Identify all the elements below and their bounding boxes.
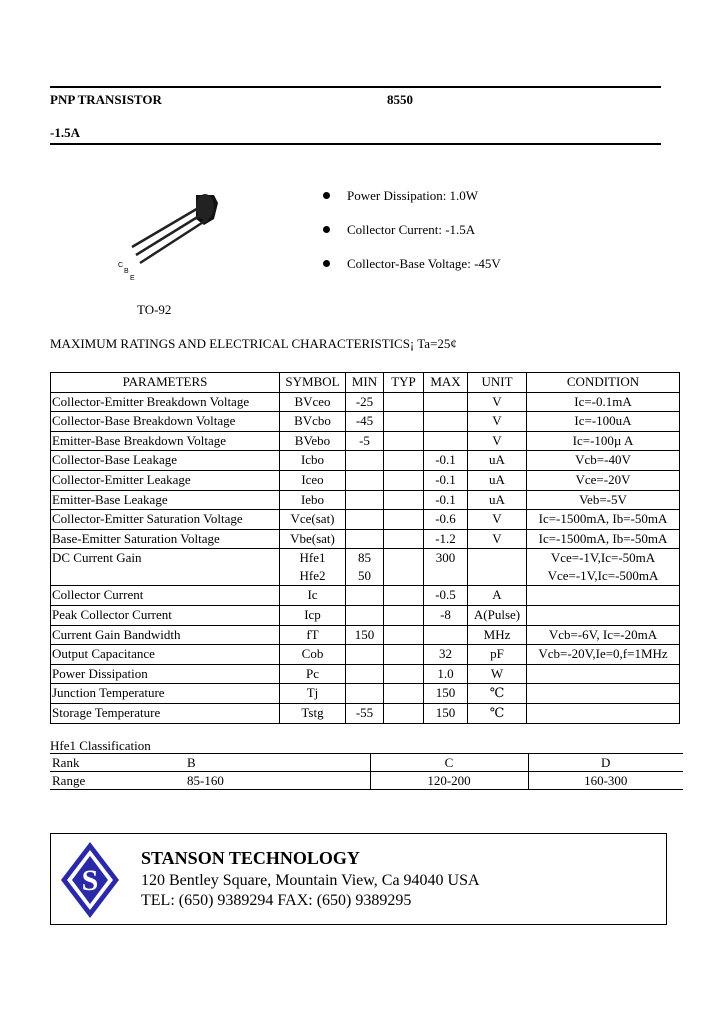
symbol-cell: Tj (280, 684, 346, 704)
max-cell: 150 (424, 684, 468, 704)
table-row (51, 510, 680, 530)
max-cell (424, 412, 468, 432)
hfe-classification-title: Hfe1 Classification (50, 738, 151, 753)
symbol-cell: BVebo (280, 431, 346, 451)
symbol-cell: BVceo (280, 392, 346, 412)
param-cell: DC Current Gain (51, 549, 280, 586)
param-cell: Collector-Emitter Breakdown Voltage (51, 392, 280, 412)
condition-cell: Veb=-5V (527, 490, 680, 510)
company-logo-icon (59, 840, 121, 920)
header-unit: UNIT (468, 373, 527, 393)
current-rating: -1.5A (50, 125, 80, 140)
symbol-cell: Icp (280, 605, 346, 625)
condition-cell: Ic=-0.1mA (527, 392, 680, 412)
min-cell (346, 664, 384, 684)
rank-d: D (601, 755, 611, 770)
param-cell: Output Capacitance (51, 645, 280, 665)
unit-cell: uA (468, 490, 527, 510)
param-cell: Junction Temperature (51, 684, 280, 704)
param-cell: Current Gain Bandwidth (51, 625, 280, 645)
max-cell (424, 625, 468, 645)
symbol-cell: Tstg (280, 703, 346, 723)
range-b: 85-160 (185, 772, 370, 790)
max-cell: -0.1 (424, 490, 468, 510)
table-row (51, 412, 680, 432)
table-row (51, 529, 680, 549)
table-row (51, 586, 680, 606)
unit-cell: A(Pulse) (468, 605, 527, 625)
max-cell: -0.1 (424, 451, 468, 471)
symbol-cell: BVcbo (280, 412, 346, 432)
min-cell: -45 (346, 412, 384, 432)
typ-cell (384, 703, 424, 723)
typ-cell (384, 510, 424, 530)
header-max: MAX (424, 373, 468, 393)
unit-cell: uA (468, 470, 527, 490)
condition-cell: Vce=-20V (527, 470, 680, 490)
max-cell (424, 431, 468, 451)
typ-cell (384, 412, 424, 432)
param-cell: Storage Temperature (51, 703, 280, 723)
rank-b: B (185, 754, 370, 772)
max-cell: 300 (424, 549, 468, 586)
header-min: MIN (346, 373, 384, 393)
cond-hfe1: Vce=-1V,Ic=-50mA (550, 550, 656, 566)
unit-cell: ℃ (468, 703, 527, 723)
max-cell: 1.0 (424, 664, 468, 684)
pin-label-e: E (130, 275, 135, 282)
param-cell: Power Dissipation (51, 664, 280, 684)
table-row (51, 684, 680, 704)
section-title: MAXIMUM RATINGS AND ELECTRICAL CHARACTERISTICS¡ Ta=25¢ (50, 336, 457, 351)
param-cell: Emitter-Base Leakage (51, 490, 280, 510)
table-row (51, 392, 680, 412)
condition-cell (527, 703, 680, 723)
unit-cell: V (468, 510, 527, 530)
table-row (51, 451, 680, 471)
unit-cell (468, 549, 527, 586)
min-cell (346, 684, 384, 704)
typ-cell (384, 470, 424, 490)
condition-cell: Ic=-100µ A (527, 431, 680, 451)
doc-title: PNP TRANSISTOR (50, 92, 162, 107)
table-row (51, 549, 680, 586)
symbol-hfe2: Hfe2 (299, 568, 326, 584)
condition-cell (527, 684, 680, 704)
max-cell: 150 (424, 703, 468, 723)
unit-cell: uA (468, 451, 527, 471)
rank-c: C (370, 754, 528, 772)
param-cell: Collector-Emitter Saturation Voltage (51, 510, 280, 530)
typ-cell (384, 529, 424, 549)
typ-cell (384, 625, 424, 645)
max-cell (424, 392, 468, 412)
unit-cell: V (468, 392, 527, 412)
typ-cell (384, 586, 424, 606)
header-top-rule (50, 86, 661, 88)
electrical-characteristics-table (50, 372, 680, 724)
min-cell (346, 470, 384, 490)
condition-cell: Ic=-100uA (527, 412, 680, 432)
min-cell: -25 (346, 392, 384, 412)
unit-cell: A (468, 586, 527, 606)
symbol-cell: Vbe(sat) (280, 529, 346, 549)
typ-cell (384, 645, 424, 665)
param-cell: Emitter-Base Breakdown Voltage (51, 431, 280, 451)
header-parameters: PARAMETERS (51, 373, 280, 393)
company-address: 120 Bentley Square, Mountain View, Ca 94040 USA (141, 872, 480, 889)
max-cell: -0.5 (424, 586, 468, 606)
min-cell (346, 605, 384, 625)
unit-cell: V (468, 431, 527, 451)
logo-letter: S (81, 864, 99, 897)
bullet-icon (323, 192, 330, 199)
feature-power-dissipation: Power Dissipation: 1.0W (347, 188, 479, 203)
range-d: 160-300 (584, 773, 628, 788)
typ-cell (384, 392, 424, 412)
feature-collector-current: Collector Current: -1.5A (347, 222, 476, 237)
to92-package-icon (110, 185, 240, 290)
unit-cell: ℃ (468, 684, 527, 704)
param-cell: Collector-Base Leakage (51, 451, 280, 471)
typ-cell (384, 431, 424, 451)
rank-label: Rank (52, 755, 80, 770)
max-cell: -8 (424, 605, 468, 625)
min-cell (346, 510, 384, 530)
symbol-hfe1: Hfe1 (299, 550, 326, 566)
max-cell: -0.1 (424, 470, 468, 490)
condition-cell (527, 605, 680, 625)
condition-cell (527, 549, 680, 586)
bullet-icon (323, 226, 330, 233)
condition-cell: Ic=-1500mA, Ib=-50mA (527, 529, 680, 549)
range-label: Range (52, 773, 86, 788)
table-row (51, 490, 680, 510)
range-row (50, 772, 683, 790)
min-hfe1: 85 (358, 550, 371, 566)
symbol-cell: Iceo (280, 470, 346, 490)
table-row (51, 645, 680, 665)
min-cell: -5 (346, 431, 384, 451)
company-footer (50, 833, 667, 925)
condition-cell: Vcb=-6V, Ic=-20mA (527, 625, 680, 645)
typ-cell (384, 664, 424, 684)
condition-cell (527, 664, 680, 684)
min-cell (346, 586, 384, 606)
typ-cell (384, 684, 424, 704)
symbol-cell: Cob (280, 645, 346, 665)
param-cell: Collector Current (51, 586, 280, 606)
symbol-cell: Icbo (280, 451, 346, 471)
min-cell (346, 451, 384, 471)
typ-cell (384, 451, 424, 471)
hfe-classification-table (50, 753, 683, 790)
typ-cell (384, 605, 424, 625)
param-cell: Peak Collector Current (51, 605, 280, 625)
rank-row (50, 754, 683, 772)
cond-hfe2: Vce=-1V,Ic=-500mA (547, 568, 659, 584)
range-c: 120-200 (370, 772, 528, 790)
max-cell: 32 (424, 645, 468, 665)
company-contact: TEL: (650) 9389294 FAX: (650) 9389295 (141, 892, 412, 909)
feature-collector-base-voltage: Collector-Base Voltage: -45V (347, 256, 501, 271)
header-bottom-rule (50, 143, 661, 145)
unit-cell: MHz (468, 625, 527, 645)
bullet-icon (323, 260, 330, 267)
param-cell: Collector-Base Breakdown Voltage (51, 412, 280, 432)
table-row (51, 605, 680, 625)
param-cell: Collector-Emitter Leakage (51, 470, 280, 490)
table-row (51, 664, 680, 684)
symbol-cell (280, 549, 346, 586)
header-condition: CONDITION (527, 373, 680, 393)
header-typ: TYP (384, 373, 424, 393)
unit-cell: V (468, 412, 527, 432)
table-row (51, 625, 680, 645)
param-cell: Base-Emitter Saturation Voltage (51, 529, 280, 549)
table-row (51, 703, 680, 723)
symbol-cell: Vce(sat) (280, 510, 346, 530)
min-cell (346, 490, 384, 510)
symbol-cell: fT (280, 625, 346, 645)
min-cell (346, 529, 384, 549)
symbol-cell: Iebo (280, 490, 346, 510)
unit-cell: pF (468, 645, 527, 665)
min-cell: -55 (346, 703, 384, 723)
typ-cell (384, 549, 424, 586)
symbol-cell: Pc (280, 664, 346, 684)
table-row (51, 431, 680, 451)
condition-cell (527, 586, 680, 606)
condition-cell: Ic=-1500mA, Ib=-50mA (527, 510, 680, 530)
pin-label-b: B (124, 268, 129, 275)
part-number: 8550 (387, 92, 413, 107)
min-cell (346, 549, 384, 586)
pin-label-c: C (118, 262, 124, 269)
condition-cell: Vcb=-40V (527, 451, 680, 471)
table-header-row (51, 373, 680, 393)
condition-cell: Vcb=-20V,Ie=0,f=1MHz (527, 645, 680, 665)
min-cell (346, 645, 384, 665)
package-name: TO-92 (137, 302, 172, 317)
symbol-cell: Ic (280, 586, 346, 606)
min-hfe2: 50 (358, 568, 371, 584)
header-symbol: SYMBOL (280, 373, 346, 393)
unit-cell: W (468, 664, 527, 684)
table-row (51, 470, 680, 490)
unit-cell: V (468, 529, 527, 549)
typ-cell (384, 490, 424, 510)
max-cell: -1.2 (424, 529, 468, 549)
company-name: STANSON TECHNOLOGY (141, 848, 360, 868)
max-cell: -0.6 (424, 510, 468, 530)
min-cell: 150 (346, 625, 384, 645)
